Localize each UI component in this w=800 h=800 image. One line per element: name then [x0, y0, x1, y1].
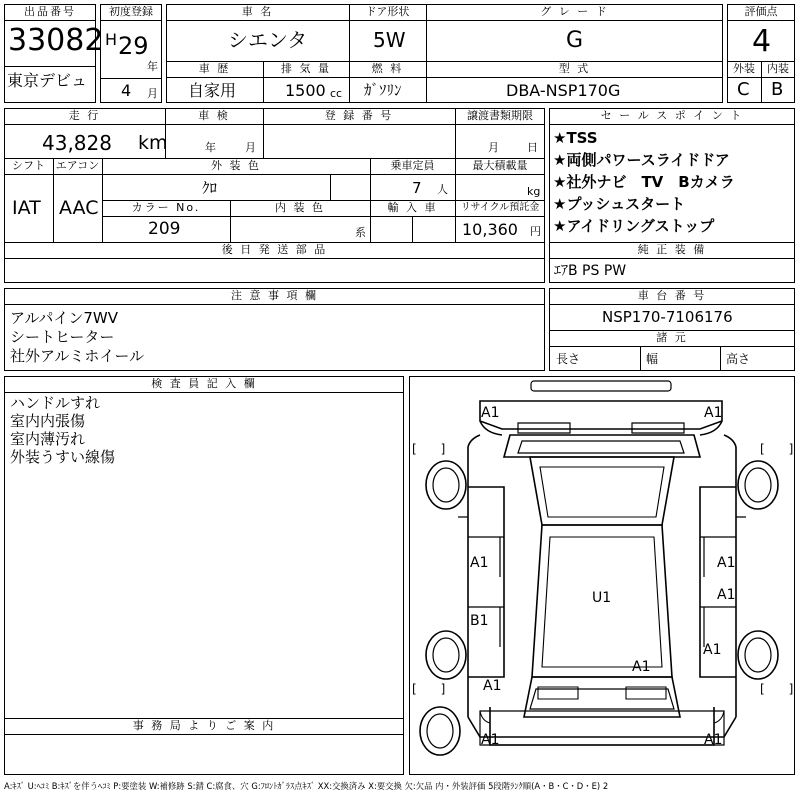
- inspector-line: 外装うすい線傷: [10, 448, 116, 466]
- transfer-label: 譲渡書類期限: [467, 109, 533, 122]
- model: DBA-NSP170G: [506, 81, 621, 100]
- color-no: 209: [148, 219, 181, 239]
- mileage-label: 走 行: [68, 109, 101, 122]
- chassis-number: NSP170-7106176: [602, 308, 733, 326]
- mark-rear-right: A1: [704, 732, 723, 748]
- load-unit: kg: [527, 185, 541, 198]
- equipment-value: ｴｱB PS PW: [554, 263, 627, 279]
- dims-label: 諸 元: [656, 331, 688, 344]
- sales-label: セ ー ル ス ポ イ ン ト: [600, 109, 744, 122]
- sales-point: ★TSS: [553, 129, 598, 147]
- car-diagram-svg: [410, 377, 794, 774]
- equipment-label: 純 正 装 備: [637, 243, 707, 256]
- history: 自家用: [188, 81, 237, 100]
- color-no-label: カラー No.: [131, 201, 201, 214]
- door-label: ドア形状: [365, 5, 410, 18]
- ac-label: エアコン: [55, 159, 100, 172]
- interior-color-unit: 系: [355, 226, 366, 239]
- inspector-label: 検 査 員 記 入 欄: [151, 377, 257, 390]
- mark-rear-left: A1: [481, 732, 500, 748]
- sales-point: ★アイドリングストップ: [553, 217, 715, 235]
- inspector-line: 室内内張傷: [10, 412, 86, 430]
- grade: G: [566, 28, 584, 53]
- color-label: 外 装 色: [211, 159, 261, 172]
- car-name-label: 車 名: [241, 5, 274, 18]
- displacement-label: 排 気 量: [281, 62, 331, 75]
- recycle-amount: 10,360: [462, 220, 518, 239]
- bracket-right-top: [ ]: [760, 442, 794, 456]
- bracket-right-bottom: [ ]: [760, 682, 794, 696]
- shift-label: シフト: [12, 159, 45, 172]
- car-diagram: [409, 376, 795, 775]
- insp-year-unit: 年: [205, 141, 216, 154]
- bracket-left-bottom: [ ]: [412, 682, 446, 696]
- mark-right-front-door: A1: [717, 555, 736, 571]
- reg-month: 4: [121, 81, 132, 100]
- inspector-line: ハンドルすれ: [10, 394, 101, 412]
- grade-label: グ レ ー ド: [540, 5, 609, 18]
- capacity: 7: [412, 179, 422, 197]
- sales-point: ★社外ナビ TV Bカメラ: [553, 173, 735, 191]
- later-parts-label: 後 日 発 送 部 品: [221, 243, 328, 256]
- sales-point: ★両側パワースライドドア: [553, 151, 730, 169]
- chassis-label: 車 台 番 号: [637, 289, 707, 302]
- inspector-line: 室内薄汚れ: [10, 430, 86, 448]
- mileage: 43,828: [42, 131, 112, 155]
- exterior-rank: C: [737, 79, 750, 100]
- mileage-unit: km: [138, 132, 168, 154]
- load-label: 最大積載量: [472, 159, 528, 172]
- note-line: アルパイン7WV: [10, 309, 118, 327]
- recycle-unit: 円: [530, 225, 541, 238]
- dim-height: 高さ: [726, 352, 751, 366]
- bracket-left-top: [ ]: [412, 442, 446, 456]
- car-name: シエンタ: [228, 28, 308, 52]
- shift: IAT: [12, 197, 41, 219]
- fuel: ｶﾞｿﾘﾝ: [364, 81, 402, 99]
- lot-label: 出品番号: [24, 5, 76, 18]
- plate-label: 登 録 番 号: [324, 109, 394, 122]
- era: H: [105, 30, 118, 49]
- mark-roof: U1: [592, 590, 612, 606]
- color: ｸﾛ: [202, 179, 218, 197]
- model-label: 型 式: [558, 62, 591, 75]
- legend-text: A:ｷｽﾞ U:ﾍｺﾐ B:ｷｽﾞを伴うﾍｺﾐ P:要塗装 W:補修跡 S:錆 C:腐食、穴 G:ﾌﾛﾝﾄｶﾞﾗｽ点ｷｽﾞ XX:交換済み X:要交換 欠:欠品 内・外装評価 5段階ﾗﾝｸ順(A・B・C・D・E) 2: [4, 781, 609, 791]
- exterior-label: 外装: [733, 62, 755, 75]
- year-unit: 年: [147, 60, 158, 73]
- mark-rear-panel: A1: [632, 659, 651, 675]
- interior-color-label: 内 装 色: [275, 201, 325, 214]
- first-reg-label: 初度登録: [109, 5, 153, 18]
- insp-month-unit: 月: [245, 141, 256, 154]
- transfer-day-unit: 日: [527, 141, 538, 154]
- dim-length: 長さ: [556, 352, 581, 366]
- history-label: 車 歴: [198, 62, 231, 75]
- note-line: 社外アルミホイール: [10, 347, 145, 365]
- mark-front-right: A1: [704, 405, 723, 421]
- dim-width: 幅: [646, 352, 659, 366]
- mark-right-mid: A1: [717, 587, 736, 603]
- ac: AAC: [59, 197, 99, 219]
- interior-label: 内装: [767, 62, 789, 75]
- mark-right-rear: A1: [703, 642, 722, 658]
- recycle-label: リサイクル預託金: [460, 202, 540, 213]
- spec-grid: [166, 4, 723, 103]
- notes-label: 注 意 事 項 欄: [231, 289, 318, 302]
- displacement-unit: cc: [330, 87, 343, 100]
- import-label: 輸 入 車: [387, 201, 438, 214]
- reg-year: 29: [118, 32, 149, 60]
- mark-left-front-door: A1: [470, 555, 489, 571]
- note-line: シートヒーター: [10, 328, 115, 346]
- interior-rank: B: [771, 79, 784, 100]
- transfer-month-unit: 月: [488, 141, 499, 154]
- sales-point: ★プッシュスタート: [553, 195, 686, 213]
- fuel-label: 燃 料: [371, 62, 404, 75]
- displacement: 1500: [285, 81, 326, 100]
- score: 4: [752, 24, 772, 59]
- lot-number: 33082: [8, 23, 104, 58]
- mark-front-left: A1: [481, 405, 500, 421]
- capacity-unit: 人: [437, 183, 448, 196]
- month-unit: 月: [147, 87, 158, 100]
- inspection-label: 車 検: [198, 109, 230, 122]
- score-label: 評価点: [744, 5, 778, 18]
- mark-left-rear-lower: A1: [483, 678, 502, 694]
- capacity-label: 乗車定員: [390, 159, 435, 172]
- office-label: 事 務 局 よ り ご 案 内: [132, 719, 276, 732]
- door-type: 5W: [373, 28, 406, 52]
- debut-text: 東京デビュ: [7, 71, 88, 90]
- mark-left-rear: B1: [470, 613, 489, 629]
